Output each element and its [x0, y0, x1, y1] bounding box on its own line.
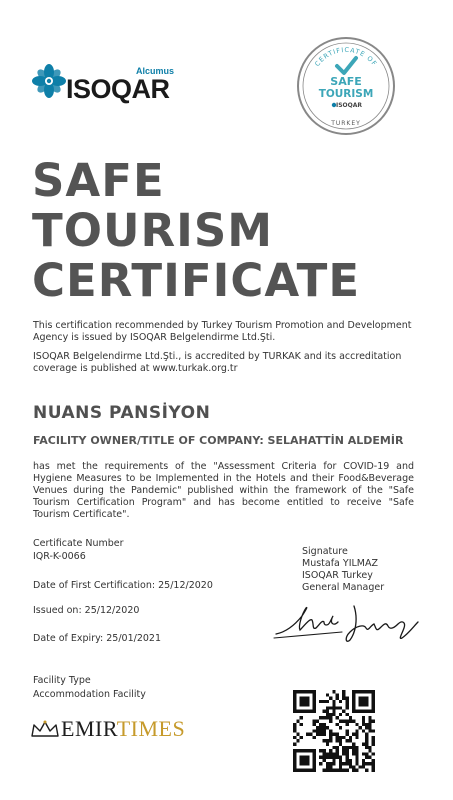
title-line-1: SAFE — [32, 154, 165, 207]
seal-top-arc-text: CERTIFICATE OF — [313, 45, 379, 68]
facility-type-label: Facility Type — [33, 675, 91, 686]
facility-owner-line: FACILITY OWNER/TITLE OF COMPANY: SELAHATTİN ALDEMİR — [33, 434, 404, 447]
title-line-3: CERTIFICATE — [32, 254, 361, 307]
certificate-number: IQR-K-0066 — [33, 551, 86, 562]
first-certification-date: Date of First Certification: 25/12/2020 — [33, 580, 213, 591]
certificate-number-label: Certificate Number — [33, 538, 124, 549]
flower-logo-icon — [32, 64, 66, 98]
watermark-part-1: EMIR — [61, 716, 117, 741]
seal-brand: ISOQAR — [335, 102, 363, 109]
facility-type-value: Accommodation Facility — [33, 689, 146, 700]
intro-paragraph-2: ISOQAR Belgelendirme Ltd.Şti., is accredited by TURKAK and its accreditation coverage is published at www.turkak.org.tr — [33, 351, 402, 374]
facility-name: NUANS PANSİYON — [33, 403, 211, 423]
qr-code[interactable] — [293, 690, 375, 772]
seal-line1: SAFE — [330, 75, 362, 88]
intro-paragraph-1: This certification recommended by Turkey Tourism Promotion and Development Agency is issued by ISOQAR Belgelendirme Ltd.Şti. — [33, 320, 412, 343]
issued-date: Issued on: 25/12/2020 — [33, 605, 140, 616]
safe-tourism-seal — [296, 36, 396, 136]
seal-line2: TOURISM — [318, 88, 374, 100]
signatory-title: General Manager — [302, 582, 385, 593]
logo-alcumus-text: Alcumus — [136, 66, 175, 76]
certificate-body-text: has met the requirements of the "Assessment Criteria for COVID-19 and Hygiene Measures to be Implemented in the Hotels and their Food&Beverage Venues during the Pandemic" published within the framework of the "Safe Tourism Certification Program" and has become entitled to receive "Safe Tourism Certificate". — [33, 461, 414, 520]
logo-brand-text: ISOQAR — [66, 74, 170, 104]
seal-check-icon — [337, 58, 356, 73]
handwritten-signature — [272, 596, 422, 646]
signature-label: Signature — [302, 546, 348, 557]
emirtimes-watermark — [30, 716, 190, 740]
isoqar-logo — [32, 62, 182, 112]
expiry-date: Date of Expiry: 25/01/2021 — [33, 633, 162, 644]
seal-country: TURKEY — [331, 120, 361, 127]
title-line-2: TOURISM — [32, 204, 274, 257]
crown-icon — [30, 720, 60, 738]
signatory-name: Mustafa YILMAZ — [302, 558, 378, 569]
watermark-part-2: TIMES — [116, 716, 186, 741]
signatory-organization: ISOQAR Turkey — [302, 570, 373, 581]
